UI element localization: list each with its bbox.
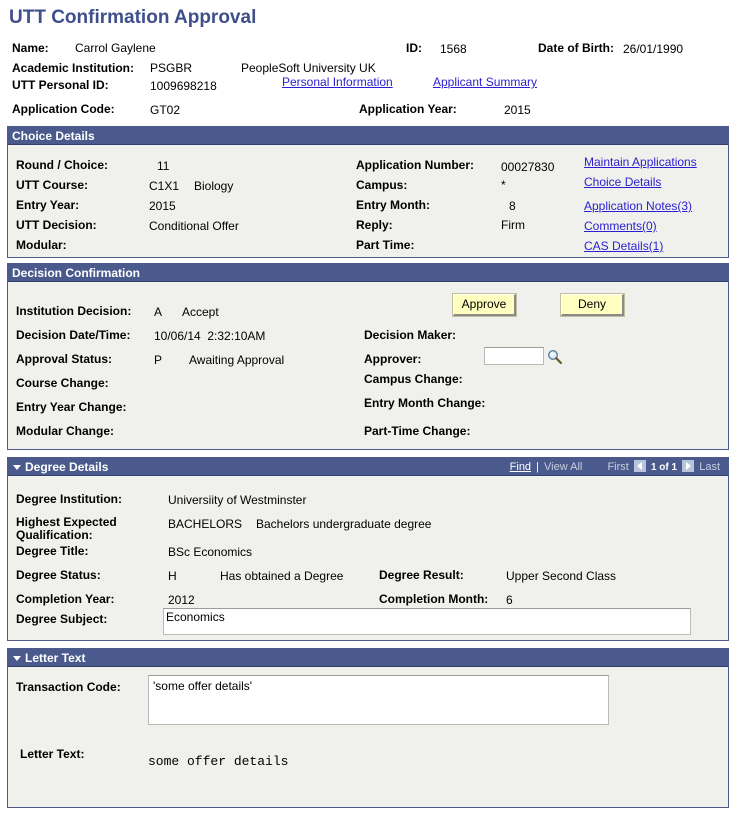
entry-month-change-label: Entry Month Change: xyxy=(364,396,486,410)
utt-course-name: Biology xyxy=(194,179,234,193)
reply-value: Firm xyxy=(501,218,525,232)
modular-label: Modular: xyxy=(16,238,67,252)
part-time-label: Part Time: xyxy=(356,238,415,252)
choice-details-title: Choice Details xyxy=(12,129,95,143)
qualification-value: Bachelors undergraduate degree xyxy=(256,517,432,531)
grid-navigation xyxy=(510,460,720,473)
approval-status-code: P xyxy=(154,353,163,367)
decision-maker-label: Decision Maker: xyxy=(364,328,457,342)
approve-button[interactable]: Approve xyxy=(453,294,516,316)
highest-qualification-label: Highest Expected Qualification: xyxy=(16,515,117,542)
nav-separator: | xyxy=(536,461,539,473)
decision-datetime-label: Decision Date/Time: xyxy=(16,328,131,342)
choice-details-section xyxy=(7,126,729,258)
degree-details-section xyxy=(7,457,729,641)
campus-value: * xyxy=(501,178,506,192)
previous-icon[interactable] xyxy=(634,460,646,472)
institution-name: PeopleSoft University UK xyxy=(241,61,376,75)
decision-confirmation-title: Decision Confirmation xyxy=(12,266,141,280)
course-change-label: Course Change: xyxy=(16,376,109,390)
completion-year-label: Completion Year: xyxy=(16,592,115,606)
degree-subject-value: Economics xyxy=(166,610,225,624)
degree-institution-label: Degree Institution: xyxy=(16,492,123,506)
collapse-triangle-icon[interactable] xyxy=(13,656,21,661)
degree-result-value: Upper Second Class xyxy=(506,569,617,583)
entry-year-value: 2015 xyxy=(149,199,176,213)
maintain-applications-link[interactable]: Maintain Applications xyxy=(584,155,697,169)
completion-year-value: 2012 xyxy=(168,593,195,607)
transaction-code-field[interactable] xyxy=(148,675,609,725)
find-link[interactable]: Find xyxy=(509,461,532,473)
approval-status-label: Approval Status: xyxy=(16,352,113,366)
utt-decision-label: UTT Decision: xyxy=(16,218,97,232)
transaction-code-value: 'some offer details' xyxy=(153,679,253,693)
institution-label: Academic Institution: xyxy=(12,61,135,75)
comments-link[interactable]: Comments(0) xyxy=(584,219,657,233)
campus-change-label: Campus Change: xyxy=(364,372,463,386)
transaction-code-label: Transaction Code: xyxy=(16,680,121,694)
name-label: Name: xyxy=(12,41,49,55)
letter-text-label: Letter Text: xyxy=(20,747,85,761)
completion-month-value: 6 xyxy=(506,593,513,607)
applicant-summary-link[interactable]: Applicant Summary xyxy=(433,75,538,89)
first-label: First xyxy=(607,461,629,473)
entry-month-value: 8 xyxy=(509,199,516,213)
personal-information-link[interactable]: Personal Information xyxy=(282,75,393,89)
decision-confirmation-header xyxy=(8,264,728,282)
application-year-label: Application Year: xyxy=(359,102,457,116)
degree-details-header[interactable] xyxy=(8,458,728,476)
letter-text-section xyxy=(7,648,729,808)
degree-title-label: Degree Title: xyxy=(16,544,89,558)
approval-status-value: Awaiting Approval xyxy=(189,353,285,367)
degree-status-value: Has obtained a Degree xyxy=(220,569,344,583)
decision-datetime-value: 10/06/14 2:32:10AM xyxy=(154,329,266,343)
dob-value: 26/01/1990 xyxy=(623,42,684,56)
degree-details-title: Degree Details xyxy=(25,460,109,474)
entry-year-label: Entry Year: xyxy=(16,198,80,212)
institution-decision-label: Institution Decision: xyxy=(16,304,132,318)
letter-text-header[interactable] xyxy=(8,649,728,667)
institution-decision-value: Accept xyxy=(182,305,219,319)
entry-month-label: Entry Month: xyxy=(356,198,430,212)
completion-month-label: Completion Month: xyxy=(379,592,489,606)
utt-course-code: C1X1 xyxy=(149,179,180,193)
part-time-change-label: Part-Time Change: xyxy=(364,424,471,438)
application-number-label: Application Number: xyxy=(356,158,475,172)
next-icon[interactable] xyxy=(682,460,694,472)
degree-title-value: BSc Economics xyxy=(168,545,253,559)
lookup-icon[interactable] xyxy=(547,349,563,365)
degree-subject-field[interactable] xyxy=(163,608,691,635)
modular-change-label: Modular Change: xyxy=(16,424,114,438)
page-title: UTT Confirmation Approval xyxy=(9,7,257,28)
letter-text-title: Letter Text xyxy=(25,651,86,665)
application-code-value: GT02 xyxy=(150,103,181,117)
approver-label: Approver: xyxy=(364,352,422,366)
approver-input[interactable] xyxy=(484,347,544,365)
page-indicator: 1 of 1 xyxy=(650,462,678,473)
utt-decision-value: Conditional Offer xyxy=(149,219,239,233)
cas-details-link[interactable]: CAS Details(1) xyxy=(584,239,664,253)
degree-result-label: Degree Result: xyxy=(379,568,464,582)
choice-details-header xyxy=(8,127,728,145)
degree-status-label: Degree Status: xyxy=(16,568,101,582)
decision-confirmation-section xyxy=(7,263,729,450)
campus-label: Campus: xyxy=(356,178,408,192)
view-all-link: View All xyxy=(544,461,583,473)
dob-label: Date of Birth: xyxy=(538,41,614,55)
reply-label: Reply: xyxy=(356,218,393,232)
application-number-value: 00027830 xyxy=(501,160,555,174)
institution-decision-code: A xyxy=(154,305,163,319)
name-value: Carrol Gaylene xyxy=(75,41,156,55)
round-choice-value: 11 xyxy=(157,159,170,173)
collapse-triangle-icon[interactable] xyxy=(13,465,21,470)
degree-institution-value: Universiity of Westminster xyxy=(168,493,307,507)
utt-course-label: UTT Course: xyxy=(16,178,88,192)
entry-year-change-label: Entry Year Change: xyxy=(16,400,127,414)
last-label: Last xyxy=(699,461,720,473)
id-label: ID: xyxy=(406,41,422,55)
letter-text-value: some offer details xyxy=(148,754,289,769)
institution-code: PSGBR xyxy=(150,61,193,75)
application-notes-link[interactable]: Application Notes(3) xyxy=(584,199,693,213)
choice-details-link[interactable]: Choice Details xyxy=(584,175,662,189)
degree-subject-label: Degree Subject: xyxy=(16,612,108,626)
round-choice-label: Round / Choice: xyxy=(16,158,108,172)
id-value: 1568 xyxy=(440,42,467,56)
personal-id-value: 1009698218 xyxy=(150,79,217,93)
personal-id-label: UTT Personal ID: xyxy=(12,78,109,92)
degree-status-code: H xyxy=(168,569,177,583)
qualification-code: BACHELORS xyxy=(168,517,243,531)
application-year-value: 2015 xyxy=(504,103,531,117)
application-code-label: Application Code: xyxy=(12,102,115,116)
deny-button[interactable]: Deny xyxy=(561,294,624,316)
